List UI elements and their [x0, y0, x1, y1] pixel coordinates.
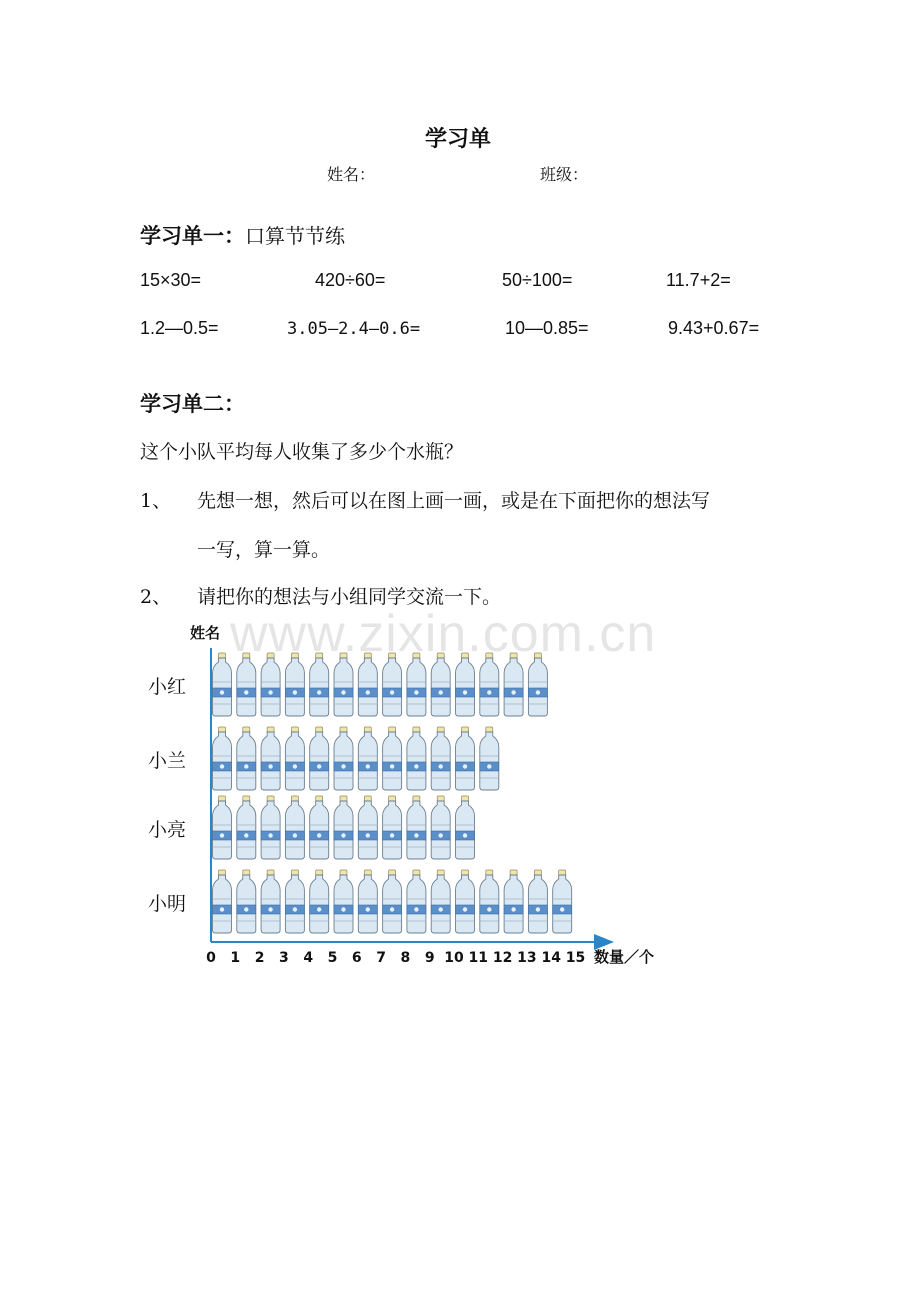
bottle-icon: [310, 870, 329, 933]
bottle-icon: [358, 796, 377, 859]
x-tick-label: 6: [351, 950, 362, 966]
x-tick-label: 1: [230, 950, 241, 966]
bottle-icon: [310, 727, 329, 790]
x-tick-label: 3: [279, 950, 289, 966]
bottle-icon: [310, 796, 329, 859]
watermark: www.zixin.com.cn: [230, 605, 657, 663]
bottle-icon: [553, 870, 572, 933]
section2-heading: 学习单二：: [140, 392, 245, 416]
class-label: 班级：: [540, 165, 589, 184]
bottle-icon: [213, 727, 232, 790]
bottle-icon: [237, 870, 256, 933]
category-label: 小红: [148, 676, 187, 698]
bottle-icon: [334, 870, 353, 933]
bottle-icon: [237, 796, 256, 859]
bottle-icon: [407, 870, 426, 933]
y-axis-label: 姓名: [190, 624, 221, 642]
x-tick-label: 7: [376, 950, 386, 966]
x-tick-label: 4: [303, 950, 314, 966]
bottle-icon: [285, 870, 304, 933]
bottle-icon: [456, 870, 475, 933]
bottle-icon: [431, 870, 450, 933]
bottle-icon: [285, 727, 304, 790]
bottle-icon: [431, 727, 450, 790]
bottle-icon: [334, 796, 353, 859]
bottle-icon: [334, 727, 353, 790]
x-tick-label: 2: [254, 950, 265, 966]
item2-number: 2、: [140, 586, 172, 608]
bottle-icon: [213, 653, 232, 716]
bottle-icon: [213, 796, 232, 859]
x-tick-label: 12: [492, 950, 513, 966]
equation: 1.2—0.5=: [140, 318, 219, 338]
bottle-icon: [237, 727, 256, 790]
bottle-icon: [383, 727, 402, 790]
x-tick-label: 5: [327, 950, 338, 966]
x-tick-label: 8: [400, 950, 411, 966]
item1-text-line2: 一写，算一算。: [197, 539, 331, 561]
bottle-icon: [261, 870, 280, 933]
bottle-icon: [213, 870, 232, 933]
section1-heading: 学习单一：: [140, 224, 245, 248]
bottle-icon: [456, 796, 475, 859]
bottle-icon: [456, 727, 475, 790]
x-tick-label: 11: [468, 950, 489, 966]
equation: 10—0.85=: [505, 318, 589, 338]
category-label: 小亮: [148, 819, 187, 841]
x-tick-label: 9: [424, 950, 435, 966]
bottle-icon: [261, 727, 280, 790]
bottle-icon: [285, 796, 304, 859]
equation: 3.05—2.4—0.6=: [287, 319, 421, 339]
bottle-icon: [480, 870, 499, 933]
category-label: 小明: [148, 893, 187, 915]
category-label: 小兰: [148, 750, 187, 772]
bottle-icon: [261, 796, 280, 859]
equation: 50÷100=: [502, 270, 573, 290]
x-tick-label: 14: [541, 950, 561, 966]
bottle-icon: [431, 796, 450, 859]
item2-text: 请把你的想法与小组同学交流一下。: [197, 586, 502, 608]
equation: 11.7+2=: [666, 270, 731, 290]
bottle-icon: [528, 870, 547, 933]
page-title: 学习单: [425, 127, 492, 152]
bottle-icon: [383, 796, 402, 859]
x-axis-label: 数量／个: [594, 948, 655, 966]
name-label: 姓名：: [327, 165, 376, 184]
bottle-icon: [383, 870, 402, 933]
equation: 420÷60=: [315, 270, 386, 290]
bottle-icon: [504, 870, 523, 933]
x-tick-label: 10: [444, 950, 464, 966]
equation: 15×30=: [140, 270, 202, 290]
bottle-icon: [358, 870, 377, 933]
bottle-icon: [407, 727, 426, 790]
equation: 9.43+0.67=: [668, 318, 760, 338]
bottle-icon: [480, 727, 499, 790]
bottle-icon: [358, 727, 377, 790]
item1-text-line1: 先想一想，然后可以在图上画一画，或是在下面把你的想法写: [197, 490, 711, 512]
section1-subheading: 口算节节练: [245, 224, 345, 248]
bottle-icon: [407, 796, 426, 859]
item1-number: 1、: [140, 490, 172, 512]
x-tick-label: 15: [565, 950, 586, 966]
x-tick-label: 0: [206, 950, 216, 966]
question-text: 这个小队平均每人收集了多少个水瓶？: [140, 441, 464, 463]
x-tick-label: 13: [517, 950, 537, 966]
